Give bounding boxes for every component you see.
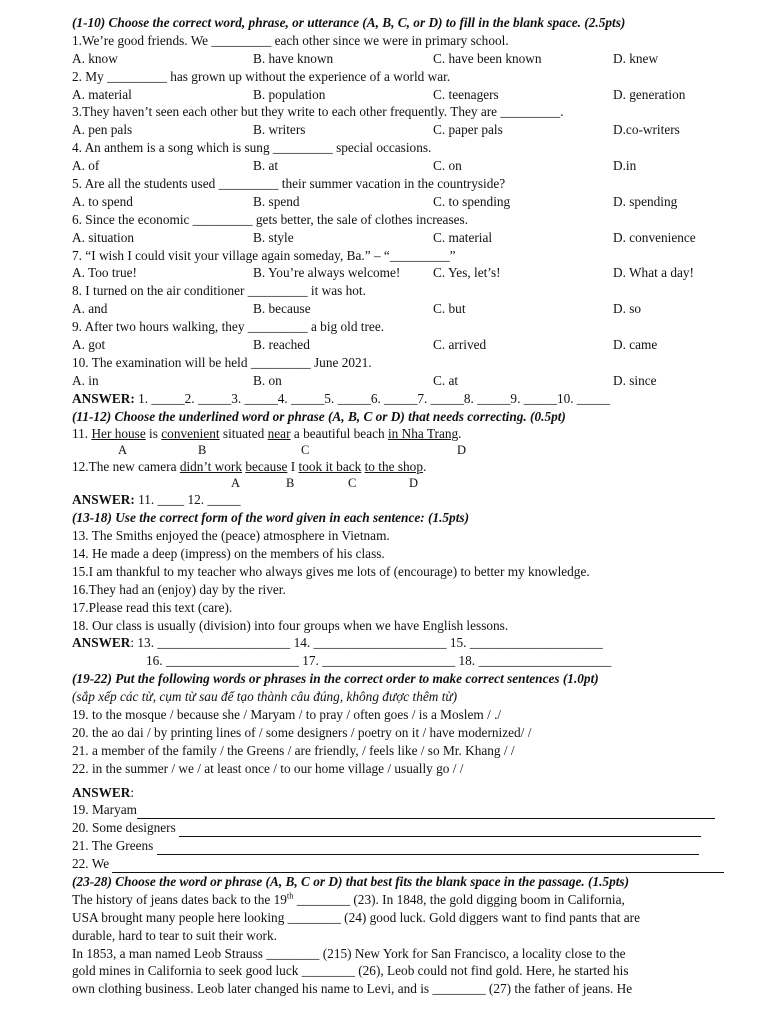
option-c[interactable]: C. at (433, 372, 459, 388)
option-d[interactable]: D. generation (613, 86, 686, 102)
answer-22-blank[interactable] (112, 859, 724, 873)
option-c[interactable]: C. teenagers (433, 86, 499, 102)
option-a[interactable]: A. and (72, 301, 108, 317)
answer-line-16-18 (72, 652, 722, 670)
answer-19-blank[interactable] (137, 805, 715, 819)
option-a[interactable]: A. got (72, 337, 106, 353)
q11-part-b: convenient (161, 426, 220, 442)
q11-letter-c: C (301, 443, 310, 458)
option-d[interactable]: D.co-writers (613, 122, 680, 138)
question-2: 2. My _________ has grown up without the experience of a world war. (72, 68, 451, 84)
option-b[interactable]: B. population (253, 86, 326, 102)
answer-blanks: 1. _____2. _____3. _____4. _____5. _____6. _____7. _____8. _____9. _____10. _____ (134, 390, 611, 406)
option-b[interactable]: B. because (253, 301, 311, 317)
option-a[interactable]: A. pen pals (72, 122, 133, 138)
question-16: 16.They had an (enjoy) day by the river. (72, 581, 286, 597)
answer-21: 21. The Greens (72, 837, 722, 855)
answer-blanks: 11. ____ 12. _____ (134, 492, 241, 508)
option-c[interactable]: C. Yes, let’s! (433, 265, 501, 281)
question-10: 10. The examination will be held _________ June 2021. (72, 354, 372, 370)
answer-line-13-15 (72, 634, 722, 652)
option-d[interactable]: D. knew (613, 50, 659, 66)
option-c[interactable]: C. but (433, 301, 466, 317)
option-c[interactable]: C. paper pals (433, 122, 503, 138)
passage-line-2: USA brought many people here looking ________ (24) good luck. Gold diggers want to find pants that are (72, 909, 640, 925)
answer-18: 18. ____________________ (455, 653, 612, 669)
option-d[interactable]: D.in (613, 158, 637, 174)
q11-letters (72, 443, 722, 458)
question-11: 11. Her house is convenient situated near a beautiful beach in Nha Trang. (72, 426, 462, 442)
option-b[interactable]: B. writers (253, 122, 306, 138)
answer-label: ANSWER (72, 635, 131, 651)
options-5 (72, 193, 722, 211)
passage-line-3: durable, hard to tear to suit their work. (72, 927, 277, 943)
q11-part-c: near (267, 426, 291, 442)
section-2-header: (11-12) Choose the underlined word or phrase (A, B, C or D) that needs correcting. (0.5pt) (72, 408, 566, 424)
question-19: 19. to the mosque / because she / Maryam / to pray / often goes / is a Moslem / ./ (72, 706, 502, 722)
option-a[interactable]: A. material (72, 86, 132, 102)
answer-label-19-22: ANSWER: (72, 784, 135, 800)
answer-20: 20. Some designers (72, 819, 722, 837)
question-12: 12.The new camera didn’t work because I took it back to the shop. (72, 459, 427, 475)
options-2 (72, 86, 722, 104)
question-5: 5. Are all the students used _________ their summer vacation in the countryside? (72, 176, 506, 192)
section-3-header: (13-18) Use the correct form of the word given in each sentence: (1.5pts) (72, 510, 470, 526)
options-4 (72, 157, 722, 175)
question-3: 3.They haven’t seen each other but they write to each other frequently. They are _________. (72, 104, 564, 120)
q12-letters (72, 476, 722, 491)
option-b[interactable]: B. You’re always welcome! (253, 265, 401, 281)
option-a[interactable]: A. in (72, 372, 99, 388)
question-6: 6. Since the economic _________ gets better, the sale of clothes increases. (72, 211, 469, 227)
section-4-header: (19-22) Put the following words or phrases in the correct order to make correct sentences (1.0pt) (72, 671, 599, 687)
answer-15: 15. ____________________ (446, 635, 603, 651)
question-14: 14. He made a deep (impress) on the members of his class. (72, 545, 385, 561)
q12-letter-c: C (348, 476, 357, 491)
section-1-header: (1-10) Choose the correct word, phrase, or utterance (A, B, C, or D) to fill in the blank space. (2.5pts) (72, 15, 626, 30)
question-18: 18. Our class is usually (division) into four groups when we have English lessons. (72, 617, 509, 633)
option-b[interactable]: B. spend (253, 193, 300, 209)
answer-20-blank[interactable] (179, 823, 701, 837)
passage-line-5: gold mines in California to seek good luck ________ (26), Leob could not find gold. Here, he started his (72, 963, 629, 979)
q12-letter-d: D (409, 476, 419, 491)
option-c[interactable]: C. arrived (433, 337, 487, 353)
q11-part-a: Her house (91, 426, 146, 442)
passage-line-4: In 1853, a man named Leob Strauss ________ (215) New York for San Francisco, a locality close to the (72, 945, 626, 961)
option-b[interactable]: B. at (253, 158, 279, 174)
option-d[interactable]: D. since (613, 372, 657, 388)
passage-line-6: own clothing business. Leob later changed his name to Levi, and is ________ (27) the father of jeans. He (72, 981, 633, 997)
q11-letter-b: B (198, 443, 207, 458)
options-3 (72, 121, 722, 139)
option-b[interactable]: B. style (253, 229, 294, 245)
q11-letter-a: A (118, 443, 128, 458)
option-a[interactable]: A. know (72, 50, 118, 66)
section-5-header: (23-28) Choose the word or phrase (A, B, C or D) that best fits the blank space in the passage. (1.5pts) (72, 873, 630, 889)
question-17: 17.Please read this text (care). (72, 599, 233, 615)
option-d[interactable]: D. What a day! (613, 265, 694, 281)
question-13: 13. The Smiths enjoyed the (peace) atmosphere in Vietnam. (72, 528, 390, 544)
q11-part-d: in Nha Trang (387, 426, 459, 442)
question-21: 21. a member of the family / the Greens / are friendly, / feels like / so Mr. Khang / / (72, 742, 515, 758)
option-b[interactable]: B. on (253, 372, 282, 388)
options-10 (72, 372, 722, 390)
question-9: 9. After two hours walking, they _________ a big old tree. (72, 319, 385, 335)
options-7 (72, 264, 722, 282)
option-c[interactable]: C. have been known (433, 50, 542, 66)
option-b[interactable]: B. have known (253, 50, 334, 66)
option-d[interactable]: D. convenience (613, 229, 696, 245)
option-d[interactable]: D. came (613, 337, 658, 353)
answer-16: 16. ____________________ (146, 653, 299, 669)
option-c[interactable]: C. material (433, 229, 493, 245)
option-b[interactable]: B. reached (253, 337, 310, 353)
q12-part-c: took it back (298, 459, 362, 475)
answer-14: 14. ____________________ (290, 635, 447, 651)
options-1 (72, 50, 722, 68)
option-d[interactable]: D. so (613, 301, 642, 317)
options-6 (72, 229, 722, 247)
answer-13: : 13. ____________________ (130, 635, 291, 651)
question-22: 22. in the summer / we / at least once / to our home village / usually go / / (72, 760, 464, 776)
question-7: 7. “I wish I could visit your village again someday, Ba.” – “_________” (72, 247, 456, 263)
question-20: 20. the ao dai / by printing lines of / some designers / poetry on it / have modernized/ / (72, 724, 532, 740)
question-1: 1.We’re good friends. We _________ each other since we were in primary school. (72, 32, 509, 48)
answer-17: 17. ____________________ (298, 653, 456, 669)
answer-21-blank[interactable] (157, 841, 699, 855)
q12-letter-a: A (231, 476, 241, 491)
options-9 (72, 336, 722, 354)
answer-19: 19. Maryam (72, 801, 722, 819)
question-8: 8. I turned on the air conditioner _________ it was hot. (72, 283, 366, 299)
section-4-note: (sắp xếp các từ, cụm từ sau để tạo thành câu đúng, không được thêm từ) (72, 689, 458, 705)
option-c[interactable]: C. to spending (433, 193, 511, 209)
answer-line-11-12 (72, 491, 722, 509)
answer-label: ANSWER: (72, 492, 135, 508)
worksheet (72, 14, 722, 998)
answer-label: ANSWER: (72, 390, 135, 406)
option-a[interactable]: A. of (72, 158, 100, 174)
q11-letter-d: D (457, 443, 467, 458)
question-15: 15.I am thankful to my teacher who always gives me lots of (encourage) to better my knowledge. (72, 563, 590, 579)
q12-part-b: because (245, 459, 288, 475)
answer-line-1-10 (72, 390, 722, 408)
options-8 (72, 300, 722, 318)
answer-22: 22. We (72, 855, 722, 873)
q12-part-a: didn’t work (179, 459, 242, 475)
q12-letter-b: B (286, 476, 295, 491)
passage-line-1: The history of jeans dates back to the 19th ________ (23). In 1848, the gold digging boom in California, (72, 890, 625, 907)
question-4: 4. An anthem is a song which is sung _________ special occasions. (72, 140, 432, 156)
option-c[interactable]: C. on (433, 158, 462, 174)
option-a[interactable]: A. to spend (72, 193, 133, 209)
option-d[interactable]: D. spending (613, 193, 678, 209)
q12-part-d: to the shop (364, 459, 423, 475)
option-a[interactable]: A. Too true! (72, 265, 137, 281)
question-list (72, 32, 722, 390)
option-a[interactable]: A. situation (72, 229, 135, 245)
